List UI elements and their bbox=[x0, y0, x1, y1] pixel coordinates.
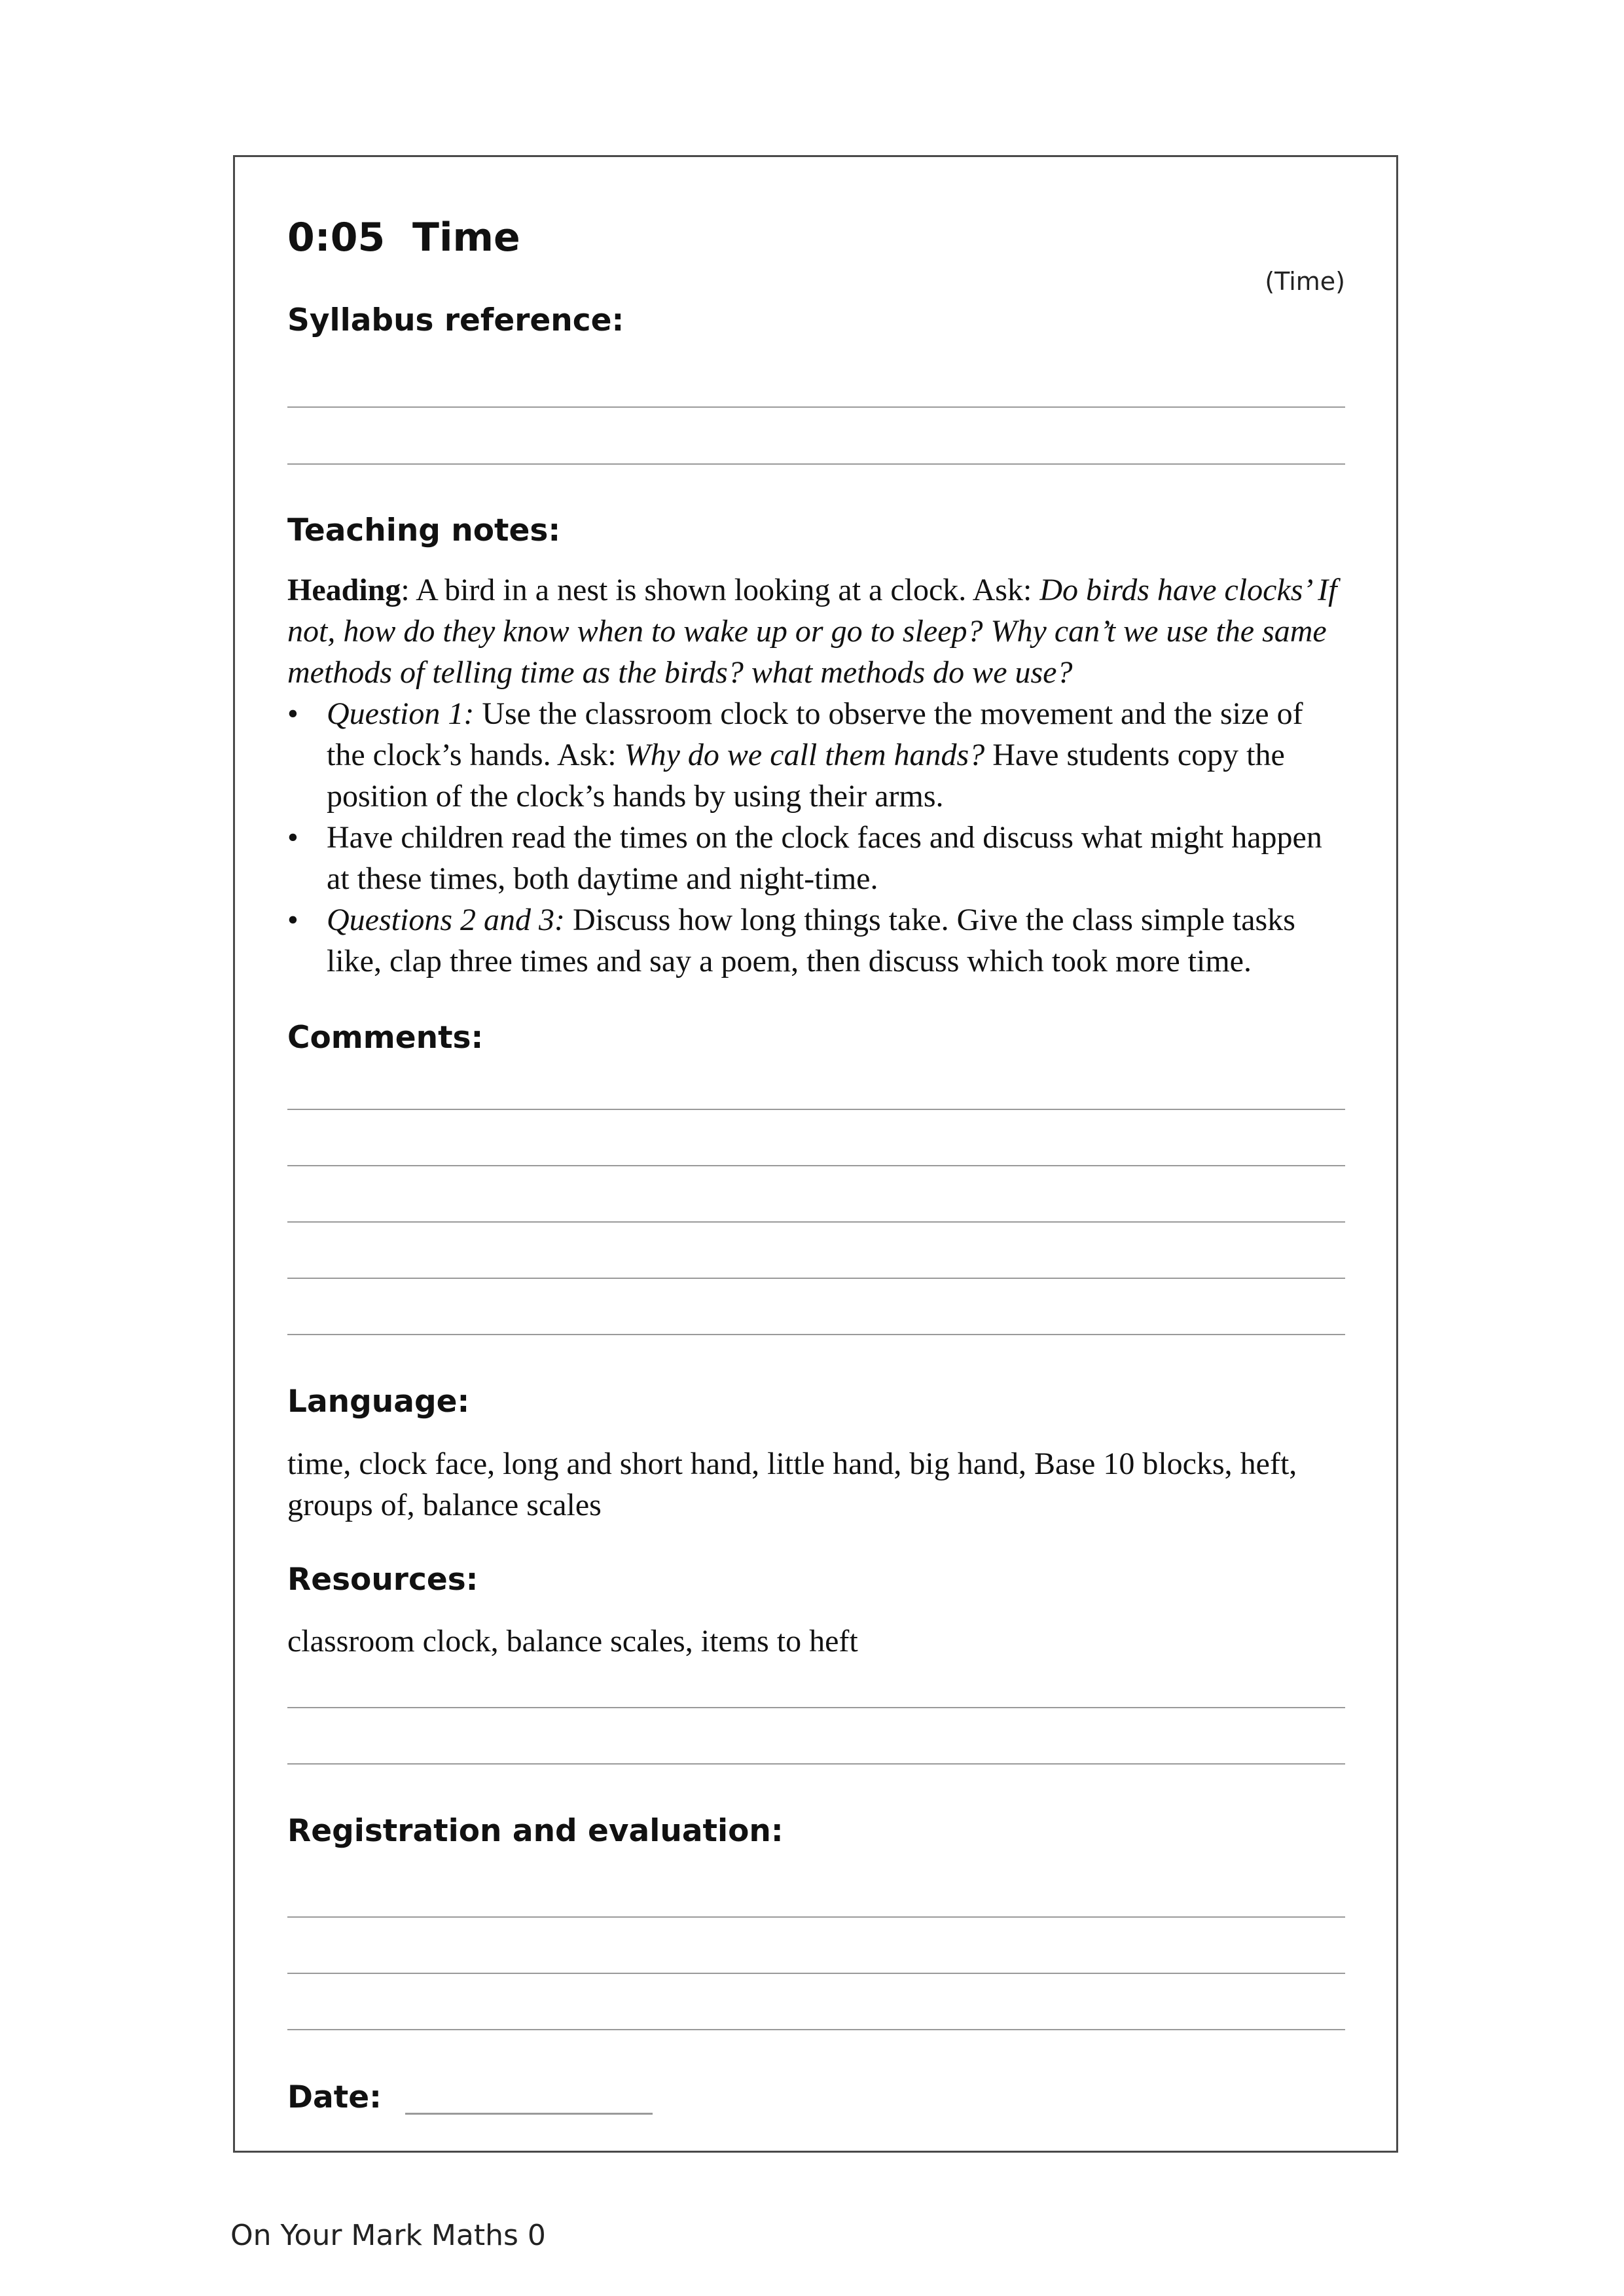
bullet-lead: Questions 2 and 3: bbox=[327, 903, 565, 937]
page-footer: On Your Mark Maths 0 bbox=[230, 2219, 546, 2252]
date-line bbox=[405, 2113, 653, 2115]
list-item bbox=[287, 817, 1345, 899]
bullet-icon: • bbox=[287, 820, 298, 855]
writing-line bbox=[287, 1973, 1345, 1974]
resources-label: Resources: bbox=[287, 1562, 478, 1598]
date-label: Date: bbox=[287, 2079, 382, 2115]
topic-tag: (Time) bbox=[1265, 267, 1345, 296]
bullet-icon: • bbox=[287, 903, 298, 937]
writing-line bbox=[287, 1221, 1345, 1223]
list-item bbox=[287, 899, 1345, 982]
writing-line bbox=[287, 1165, 1345, 1166]
language-label: Language: bbox=[287, 1384, 470, 1420]
teaching-notes-label: Teaching notes: bbox=[287, 512, 561, 548]
writing-line bbox=[287, 1334, 1345, 1335]
heading-question: Do birds have clocks’ If not, how do they know when to wake up or go to sleep? Why can’t we use the same methods of telling time as the birds? what methods do we use? bbox=[287, 573, 1337, 690]
heading-text: : A bird in a nest is shown looking at a clock. Ask: bbox=[401, 573, 1040, 607]
bullet-text: Discuss how long things take. Give the class simple tasks like, clap three times and say a poem, then discuss which took more time. bbox=[327, 903, 1295, 978]
lesson-card bbox=[233, 155, 1398, 2153]
registration-label: Registration and evaluation: bbox=[287, 1813, 784, 1849]
bullet-text: Use the classroom clock to observe the movement and the size of the clock’s hands. Ask: bbox=[327, 696, 1303, 772]
writing-line bbox=[287, 1109, 1345, 1110]
syllabus-label: Syllabus reference: bbox=[287, 302, 624, 338]
heading-note bbox=[287, 569, 1345, 693]
writing-line bbox=[287, 1278, 1345, 1279]
bullet-lead: Question 1: bbox=[327, 696, 475, 731]
writing-line bbox=[287, 463, 1345, 465]
bullet-icon: • bbox=[287, 696, 298, 731]
comments-label: Comments: bbox=[287, 1020, 484, 1056]
language-text: time, clock face, long and short hand, little hand, big hand, Base 10 blocks, heft, groups of, balance scales bbox=[287, 1446, 1297, 1522]
bullet-text: Have students copy the position of the clock’s hands by using their arms. bbox=[327, 738, 1285, 814]
bullet-question: Why do we call them hands? bbox=[624, 738, 985, 772]
writing-line bbox=[287, 1916, 1345, 1918]
bullet-text: Have children read the times on the clock faces and discuss what might happen at these times, both daytime and night-time. bbox=[327, 820, 1322, 896]
notes-list bbox=[287, 693, 1345, 982]
writing-line bbox=[287, 1707, 1345, 1708]
writing-line bbox=[287, 406, 1345, 408]
writing-line bbox=[287, 2029, 1345, 2030]
lesson-title: 0:05 Time bbox=[287, 215, 520, 260]
teaching-notes bbox=[287, 569, 1345, 982]
resources-text: classroom clock, balance scales, items to heft bbox=[287, 1624, 858, 1659]
writing-line bbox=[287, 1763, 1345, 1765]
list-item bbox=[287, 693, 1345, 817]
heading-bold: Heading bbox=[287, 573, 401, 607]
